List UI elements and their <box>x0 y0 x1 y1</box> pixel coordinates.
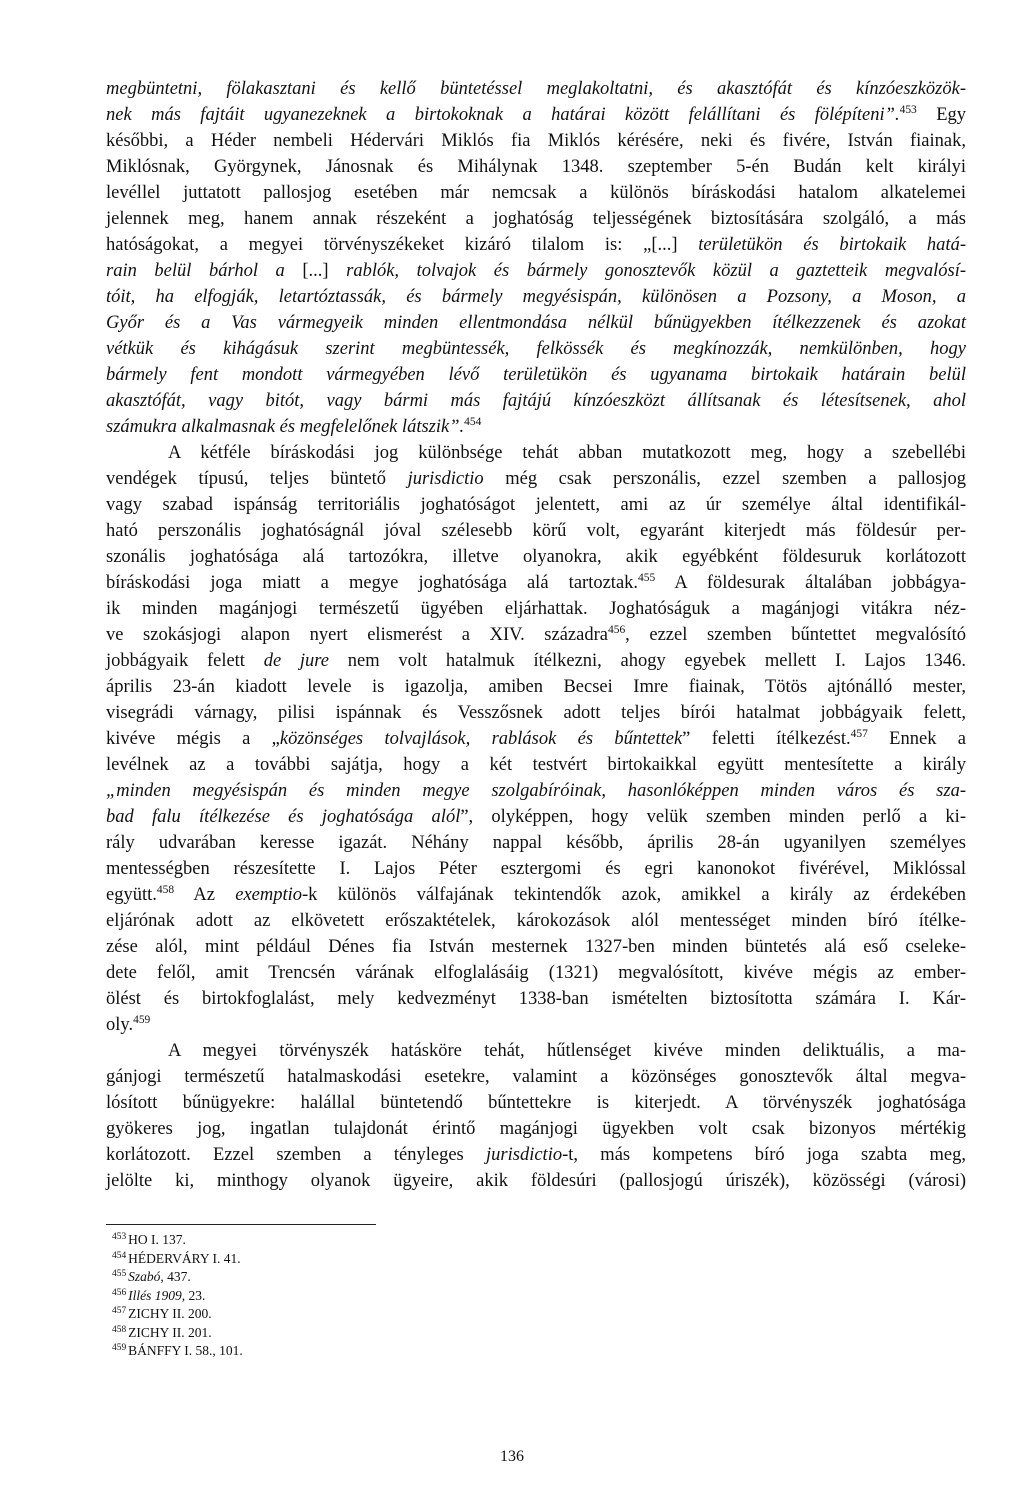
text-run: Miklósnak, Györgynek, Jánosnak és Mihálynak 1348. szeptember 5-én Budán kelt királyi <box>106 157 966 177</box>
text-line <box>106 232 966 258</box>
text-run: Egy <box>916 105 966 125</box>
text-line <box>106 362 966 388</box>
text-run: -k különös válfajának tekintendők azok, amikkel a király az érdekében <box>302 885 966 905</box>
text-line <box>106 414 966 440</box>
footnote-ref: 456 <box>607 623 626 636</box>
italic-text: területükön és birtokaik hatá- <box>698 235 966 255</box>
text-line <box>106 1090 966 1116</box>
text-line <box>106 1038 966 1064</box>
text-run: ható perszonális joghatóságnál jóval szélesebb körű volt, egyaránt kiterjedt más földesúr per- <box>106 521 966 541</box>
italic-text: „ <box>106 781 117 801</box>
footnote <box>112 1231 966 1250</box>
footnote-number: 459 <box>112 1343 127 1354</box>
text-line <box>106 336 966 362</box>
italic-text: Szabó <box>128 1269 161 1284</box>
text-run: korlátozott. Ezzel szemben a tényleges <box>106 1145 487 1165</box>
footnote-separator <box>106 1224 376 1225</box>
text-run: A földesurak általában jobbágya- <box>655 573 967 593</box>
italic-text: Győr és a Vas vármegyeik minden ellentmondása nélkül bűnügyekben ítélkezzenek és azokat <box>106 313 966 333</box>
text-line <box>106 76 966 102</box>
text-run: zése alól, mint például Dénes fia István mesternek 1327-ben minden büntetés alá eső cseleke- <box>106 937 966 957</box>
text-line <box>106 206 966 232</box>
italic-text: rablók, tolvajok és bármely gonosztevők közül a gaztetteik megvalósí- <box>346 261 966 281</box>
footnote-number: 457 <box>112 1306 127 1317</box>
text-run: gyökeres jog, ingatlan tulajdonát érintő magánjogi ügyekben volt csak bizonyos mértékig <box>106 1119 966 1139</box>
text-line <box>106 1142 966 1168</box>
text-line <box>106 622 966 648</box>
text-line <box>106 544 966 570</box>
text-run: HÉDERVÁRY I. 41. <box>128 1250 241 1266</box>
italic-text: tóit, ha elfogják, letartóztassák, és bármely megyésispán, különösen a Pozsony, a Moson, a <box>106 287 966 307</box>
text-run: ” feletti ítélkezést. <box>682 729 851 749</box>
text-line <box>106 778 966 804</box>
text-run: dete felől, amit Trencsén várának elfoglalásáig (1321) megvalósított, kivéve mégis az ember- <box>106 963 966 983</box>
text-line <box>106 804 966 830</box>
italic-text: exemptio <box>235 885 303 905</box>
page-content <box>106 76 966 1361</box>
footnote-ref: 457 <box>850 727 868 740</box>
footnote-ref: 458 <box>156 883 175 896</box>
text-run: ik minden magánjogi természetű ügyében eljárhattak. Joghatóságuk a magánjogi vitákra néz- <box>106 599 966 619</box>
text-line <box>106 700 966 726</box>
text-run: szonális joghatósága alá tartozókra, illetve olyanokra, akik egyébként földesuruk korlátozott <box>106 547 966 567</box>
text-line <box>106 674 966 700</box>
footnote-ref: 455 <box>638 571 656 584</box>
text-line <box>106 492 966 518</box>
italic-text: vétkük és kihágásuk szerint megbüntessék, felkössék és megkínozzák, nemkülönben, hogy <box>106 339 966 359</box>
text-run: A megyei törvényszék hatásköre tehát, hűtlenséget kivéve minden deliktuális, a ma- <box>168 1041 966 1061</box>
text-line <box>106 180 966 206</box>
text-run: ZICHY II. 200. <box>128 1306 212 1321</box>
text-run: ölést és birtokfoglalást, mely kedvezményt 1338-ban ismételten biztosította számára I. Kár- <box>106 989 966 1009</box>
text-run: levéllel juttatott pallosjog esetében már nemcsak a különös bíráskodási hatalom alkatelemei <box>106 183 966 203</box>
italic-text: jurisdictio <box>407 469 484 489</box>
text-line <box>106 440 966 466</box>
text-run: mentességben részesítette I. Lajos Péter esztergomi és egri kanonokot fivérével, Miklóssal <box>106 859 966 879</box>
text-run: jobbágyaik felett <box>106 651 264 671</box>
italic-text: számukra alkalmasnak és megfelelőnek látszik”. <box>106 417 465 437</box>
text-run: nem volt hatalmuk ítélkezni, ahogy egyebek mellett I. Lajos 1346. <box>329 651 966 671</box>
page-number: 136 <box>500 1448 524 1465</box>
footnote <box>112 1342 966 1361</box>
italic-text: bármely fent mondott vármegyében lévő területükön és ugyanama birtokaik határain belül <box>106 365 966 385</box>
text-line <box>106 960 966 986</box>
text-line <box>106 882 966 908</box>
italic-text: közönséges tolvajlások, rablások és bűntettek <box>279 729 683 749</box>
italic-text: nek más fajtáit ugyanezeknek a birtokoknak a határai között felállítani és fölépíteni”. <box>106 105 900 125</box>
footnote-number: 456 <box>112 1287 127 1298</box>
text-line <box>106 856 966 882</box>
text-line <box>106 310 966 336</box>
text-line <box>106 570 966 596</box>
text-line <box>106 128 966 154</box>
italic-text: minden megyésispán és minden megye szolgabíróinak, hasonlóképpen minden város és sza- <box>116 781 966 801</box>
text-run: még csak perszonális, ezzel szemben a pallosjog <box>483 469 966 489</box>
text-run: HO I. 137. <box>128 1232 186 1247</box>
text-run: A kétféle bíráskodási jog különbsége tehát abban mutatkozott meg, hogy a szebellébi <box>168 443 966 463</box>
text-run: ZICHY II. 201. <box>128 1324 212 1340</box>
text-run: kivéve mégis a „ <box>106 729 280 749</box>
text-run: bíráskodási joga miatt a megye joghatósága alá tartoztak. <box>106 573 639 593</box>
footnote <box>112 1268 966 1287</box>
text-line <box>106 102 966 128</box>
text-run: ”, olyképpen, hogy velük szemben minden perlő a ki- <box>460 807 966 827</box>
text-line <box>106 388 966 414</box>
footnote <box>112 1287 966 1306</box>
text-run: lósított bűnügyekre: halállal büntetendő bűntettekre is kiterjedt. A törvényszék joghatósága <box>106 1093 966 1113</box>
text-run: Ennek a <box>867 729 966 749</box>
text-run: , 437. <box>160 1269 191 1284</box>
text-run: , 23. <box>181 1287 206 1303</box>
text-line <box>106 258 966 284</box>
text-line <box>106 1168 966 1194</box>
text-line <box>106 518 966 544</box>
footnote-ref: 453 <box>899 103 917 116</box>
text-run: hatóságokat, a megyei törvényszékeket kizáró tilalom is: „[...] <box>106 235 699 255</box>
text-run: jelennek meg, hanem annak részeként a joghatóság teljességének biztosítására szolgáló, a más <box>106 209 966 229</box>
text-run: -t, más kompetens bíró joga szabta meg, <box>562 1145 966 1165</box>
footnote <box>112 1250 966 1269</box>
footnote <box>112 1305 966 1324</box>
text-line <box>106 648 966 674</box>
body-text <box>106 76 966 1194</box>
footnote-number: 455 <box>112 1269 127 1280</box>
text-run: gánjogi természetű hatalmaskodási esetekre, valamint a közönséges gonosztevők által megva- <box>106 1067 966 1087</box>
footnote-number: 454 <box>112 1250 127 1261</box>
text-run: vagy szabad ispánság territoriális joghatóságot jelentett, ami az úr személye által identifikál- <box>106 495 966 515</box>
text-run: [...] <box>302 261 347 281</box>
text-line <box>106 830 966 856</box>
text-run: visegrádi várnagy, pilisi ispánnak és Vesszősnek adott teljes bírói hatalmat jobbágyaik felett, <box>106 703 966 723</box>
text-run: , ezzel szemben bűntettet megvalósító <box>625 625 966 645</box>
footnote-ref: 459 <box>133 1013 151 1026</box>
text-line <box>106 154 966 180</box>
italic-text: akasztófát, vagy bitót, vagy bármi más fajtájú kínzóeszközt állítsanak és létesítsenek, ahol <box>106 391 966 411</box>
text-run: rály udvarában keresse igazát. Néhány nappal később, április 28-án ugyanilyen személyes <box>106 833 966 853</box>
text-line <box>106 1064 966 1090</box>
italic-text: bad falu ítélkezése és joghatósága alól <box>106 807 461 827</box>
text-run: ve szokásjogi alapon nyert elismerést a XIV. századra <box>106 625 608 645</box>
italic-text: megbüntetni, fölakasztani és kellő büntetéssel meglakoltatni, és akasztófát és kínzóeszközök- <box>106 79 966 99</box>
footnotes <box>106 1231 966 1361</box>
text-run: későbbi, a Héder nembeli Hédervári Miklós fia Miklós kérésére, neki és fivére, István fiainak, <box>106 131 966 151</box>
text-run: vendégek típusú, teljes büntető <box>106 469 408 489</box>
text-run: április 23-án kiadott levele is igazolja, amiben Becsei Imre fiainak, Tötös ajtónálló mester, <box>106 677 966 697</box>
text-line <box>106 466 966 492</box>
text-run: jelölte ki, minthogy olyanok ügyeire, akik földesúri (pallosjogú úriszék), közösségi (városi) <box>106 1171 966 1191</box>
italic-text: jurisdictio <box>486 1145 563 1165</box>
italic-text: de jure <box>263 651 330 671</box>
text-run: együtt. <box>106 885 157 905</box>
text-line <box>106 596 966 622</box>
text-line <box>106 752 966 778</box>
footnote-ref: 454 <box>464 415 482 428</box>
text-line <box>106 934 966 960</box>
text-run: oly. <box>106 1015 134 1035</box>
text-run: levélnek az a további sajátja, hogy a két testvért birtokaikkal együtt mentesítette a király <box>106 755 966 775</box>
footnote-number: 458 <box>112 1324 127 1335</box>
italic-text: Illés 1909 <box>128 1287 182 1303</box>
text-run: BÁNFFY I. 58., 101. <box>128 1343 243 1358</box>
text-line <box>106 1012 966 1038</box>
text-run: Az <box>174 885 236 905</box>
italic-text: rain belül bárhol a <box>106 261 303 281</box>
text-line <box>106 986 966 1012</box>
text-line <box>106 284 966 310</box>
footnote <box>112 1324 966 1343</box>
text-line <box>106 1116 966 1142</box>
text-line <box>106 726 966 752</box>
text-line <box>106 908 966 934</box>
footnote-number: 453 <box>112 1232 127 1243</box>
text-run: eljárónak adott az elkövetett erőszaktételek, károkozások alól mentességet minden bíró ítélke- <box>106 911 966 931</box>
